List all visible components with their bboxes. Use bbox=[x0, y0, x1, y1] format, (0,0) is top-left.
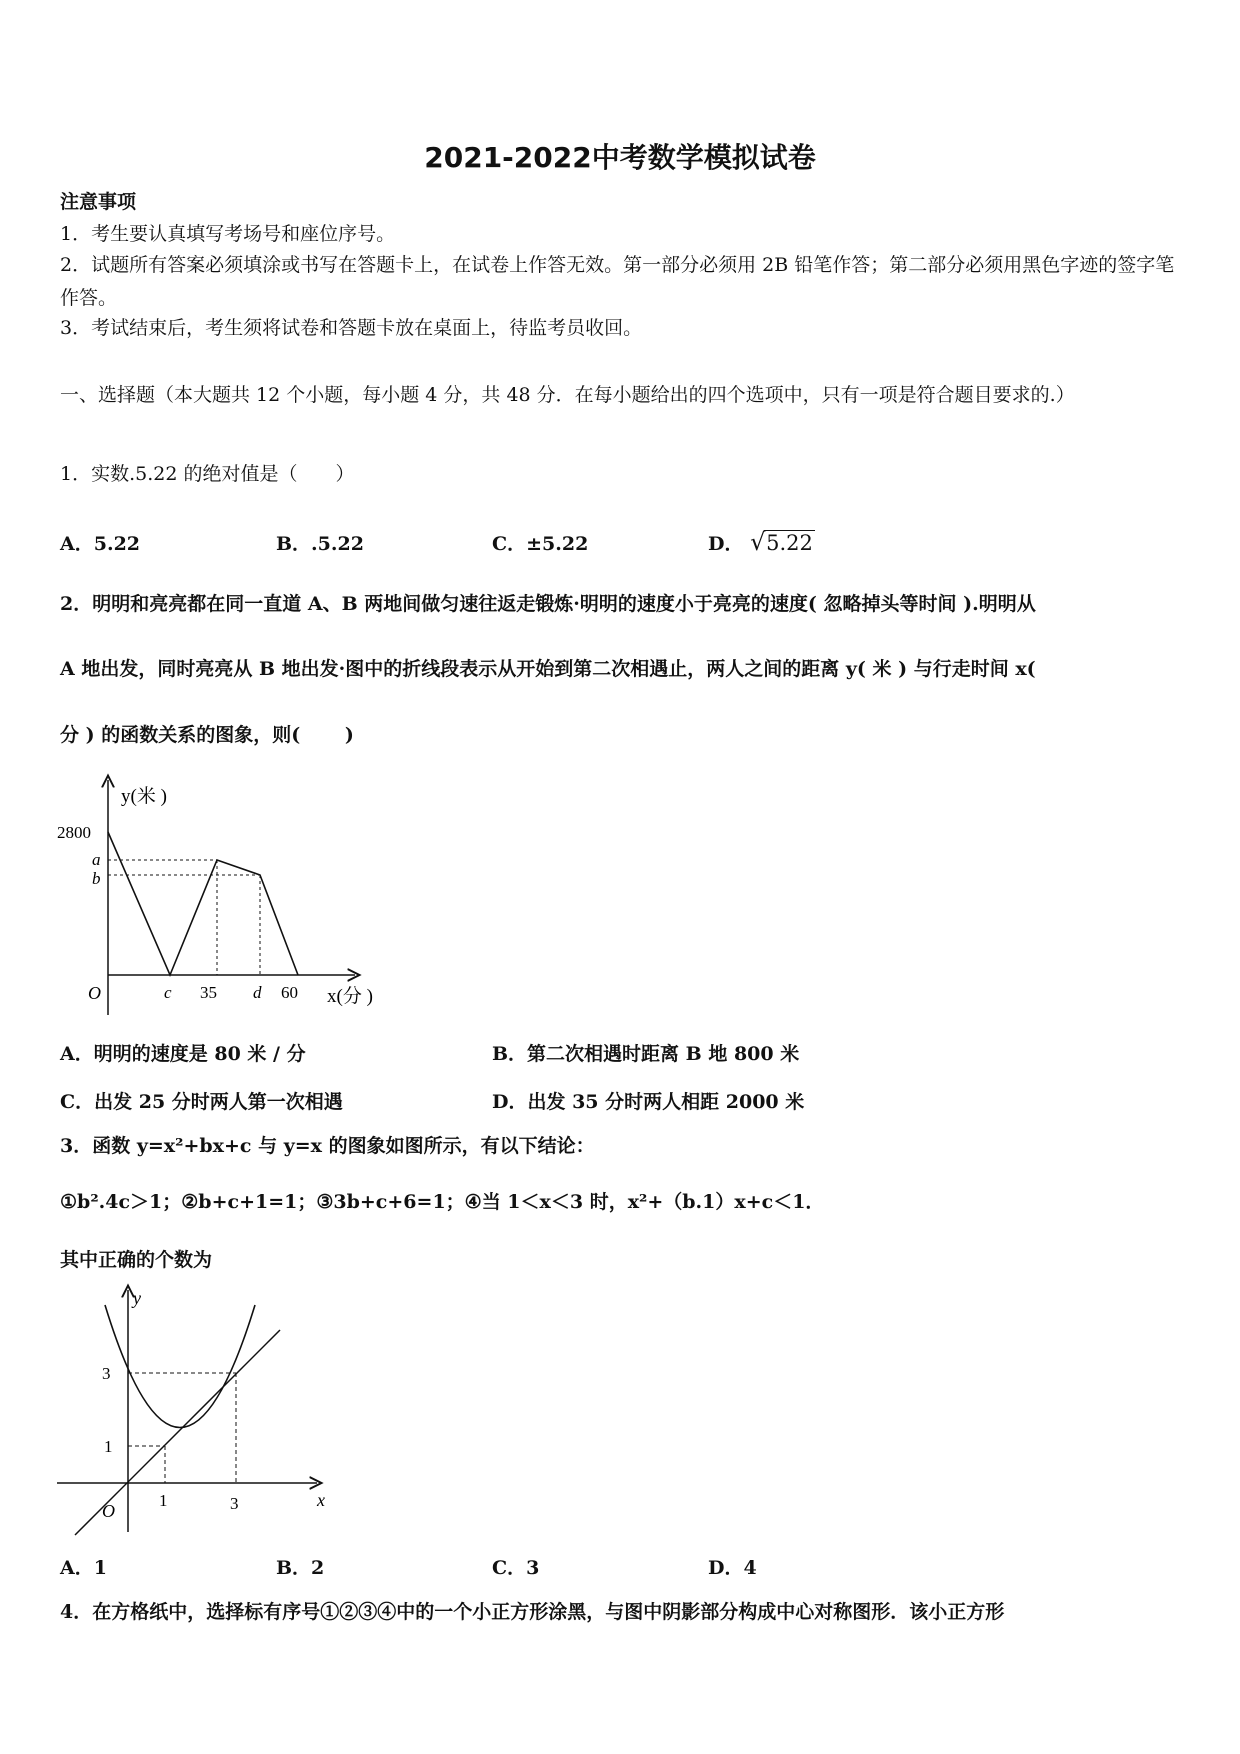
question-1-option-b[interactable]: B．.5.22 bbox=[276, 533, 364, 555]
question-1-option-a[interactable]: A．5.22 bbox=[60, 533, 141, 555]
label-a: a bbox=[92, 850, 101, 869]
label-y3: 3 bbox=[102, 1364, 111, 1383]
question-1-option-d[interactable] bbox=[708, 529, 815, 556]
x-axis-label: x bbox=[317, 1490, 325, 1510]
label-d: d bbox=[253, 983, 262, 1002]
question-2-graph bbox=[55, 770, 405, 1020]
label-b: b bbox=[92, 869, 101, 888]
question-2-option-c[interactable]: C．出发 25 分时两人第一次相遇 bbox=[60, 1091, 343, 1113]
question-2-stem-line-2: A 地出发，同时亮亮从 B 地出发·图中的折线段表示从开始到第二次相遇止，两人之间的距离 y( 米 ) 与行走时间 x( bbox=[60, 658, 1036, 680]
question-3-conclusions: ①b².4c＞1；②b+c+1=1；③3b+c+6=1；④当 1＜x＜3 时，x²+（b.1）x+c＜1． bbox=[60, 1191, 825, 1213]
label-c: c bbox=[164, 983, 172, 1002]
label-2800: 2800 bbox=[57, 823, 91, 842]
notice-heading: 注意事项 bbox=[60, 191, 137, 213]
notice-item-2: 2．试题所有答案必须填涂或书写在答题卡上，在试卷上作答无效。第一部分必须用 2B 铅笔作答；第二部分必须用黑色字迹的签字笔作答。 bbox=[60, 254, 1175, 309]
notice-item-1: 1．考生要认真填写考场号和座位序号。 bbox=[60, 223, 396, 245]
question-3-option-b[interactable]: B．2 bbox=[276, 1557, 325, 1579]
question-3-option-a[interactable]: A．1 bbox=[60, 1557, 107, 1579]
question-2-option-b[interactable]: B．第二次相遇时距离 B 地 800 米 bbox=[492, 1043, 800, 1065]
question-3-question: 其中正确的个数为 bbox=[60, 1249, 213, 1271]
question-3-option-c[interactable]: C．3 bbox=[492, 1557, 540, 1579]
label-origin: O bbox=[88, 983, 101, 1003]
label-x1: 1 bbox=[159, 1491, 168, 1510]
label-x3: 3 bbox=[230, 1494, 239, 1513]
y-axis-label: y(米 ) bbox=[121, 786, 167, 807]
question-2-option-d[interactable]: D．出发 35 分时两人相距 2000 米 bbox=[492, 1091, 805, 1113]
notice-item-3: 3．考试结束后，考生须将试卷和答题卡放在桌面上，待监考员收回。 bbox=[60, 317, 643, 339]
question-1-stem: 1．实数.5.22 的绝对值是（ ） bbox=[60, 463, 355, 485]
question-1-option-d-label: D． bbox=[708, 533, 744, 555]
question-3-graph bbox=[55, 1280, 345, 1540]
question-2-stem-line-1: 2．明明和亮亮都在同一直道 A、B 两地间做匀速往返走锻炼·明明的速度小于亮亮的速度( 忽略掉头等时间 ).明明从 bbox=[60, 593, 1036, 615]
label-origin: O bbox=[102, 1501, 115, 1521]
question-2-option-a[interactable]: A．明明的速度是 80 米 / 分 bbox=[60, 1043, 306, 1065]
question-4-stem: 4．在方格纸中，选择标有序号①②③④中的一个小正方形涂黑，与图中阴影部分构成中心对称图形．该小正方形 bbox=[60, 1601, 1005, 1623]
question-3-stem: 3．函数 y=x²+bx+c 与 y=x 的图象如图所示，有以下结论： bbox=[60, 1135, 595, 1157]
sqrt-symbol: √ 5.22 bbox=[750, 528, 813, 556]
question-1-option-c[interactable]: C．±5.22 bbox=[492, 533, 589, 555]
question-3-option-d[interactable]: D．4 bbox=[708, 1557, 757, 1579]
label-y1: 1 bbox=[104, 1437, 113, 1456]
label-60: 60 bbox=[281, 983, 298, 1002]
section-1-heading: 一、选择题（本大题共 12 个小题，每小题 4 分，共 48 分．在每小题给出的四个选项中，只有一项是符合题目要求的.） bbox=[60, 384, 1075, 406]
question-2-stem-line-3: 分 ) 的函数关系的图象，则( ) bbox=[60, 724, 354, 746]
distance-polyline bbox=[108, 832, 298, 975]
x-axis-label: x(分 ) bbox=[327, 986, 373, 1007]
exam-title: 2021-2022中考数学模拟试卷 bbox=[424, 141, 816, 174]
sqrt-radicand: 5.22 bbox=[766, 531, 813, 555]
label-35: 35 bbox=[200, 983, 217, 1002]
y-axis-label: y bbox=[133, 1288, 141, 1308]
